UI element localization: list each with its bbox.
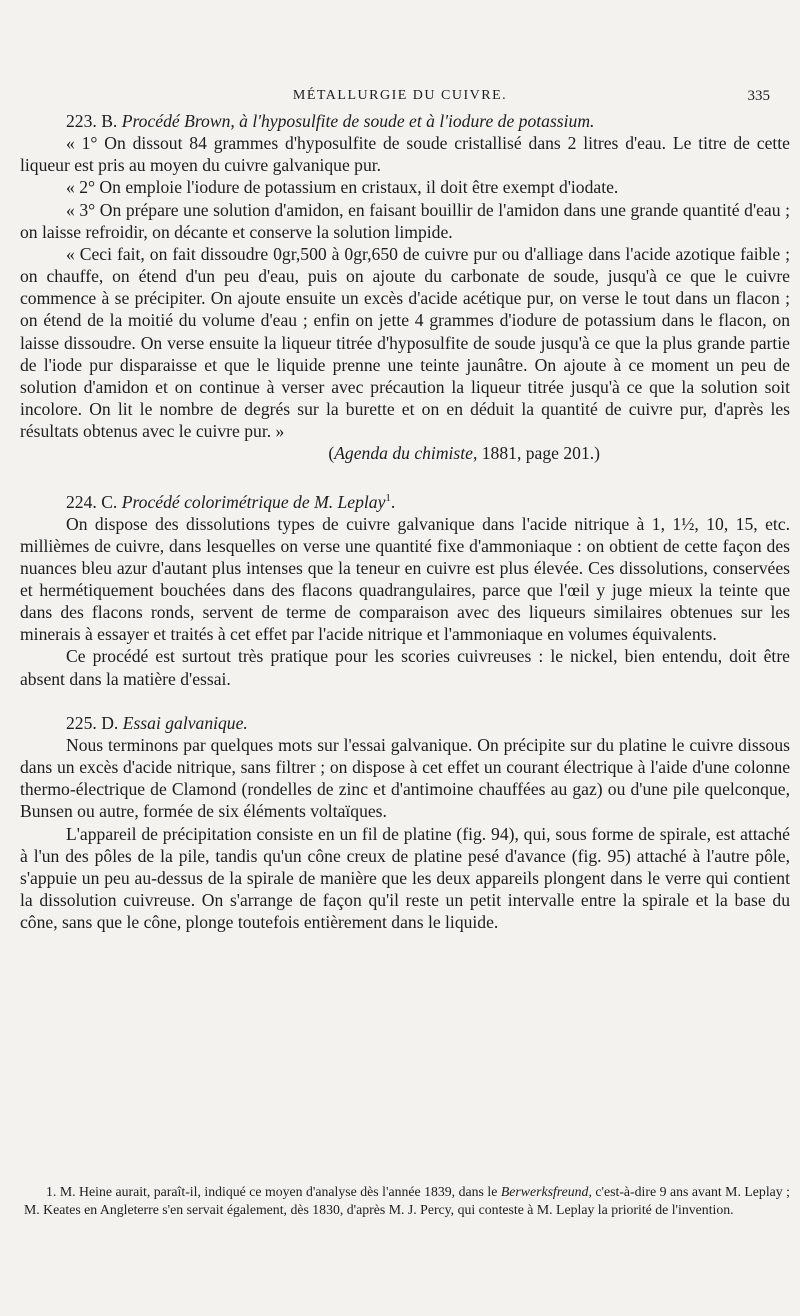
- section-223-number: 223. B.: [66, 111, 118, 131]
- footnote-1-journal: Berwerksfreund: [500, 1184, 589, 1199]
- section-223-paragraph-4: « Ceci fait, on fait dissoudre 0gr,500 à 0gr,650 de cuivre pur ou d'alliage dans l'acide azotique faible ; on chauffe, on étend d'un peu d'eau, puis on ajoute du carbonate de soude, jusqu'à ce que le cuivre commence à se précipiter. On ajoute ensuite un excès d'acide acétique pur, on verse le tout dans un flacon ; on étend de la moitié du volume d'eau ; enfin on jette 4 grammes d'iodure de potassium dans le flacon, on laisse dissoudre. On verse ensuite la liqueur titrée d'hyposulfite de soude jusqu'à ce que la plus grande partie de l'iode pur disparaisse et que le liquide prenne une teinte jaunâtre. On ajoute à ce moment un peu de solution d'amidon et on continue à verser avec précaution la liqueur titrée jusqu'à ce que la solution soit incolore. On lit le nombre de degrés sur la burette et on en déduit la quantité de cuivre pur, d'après les résultats obtenus avec le cuivre pur. »: [20, 243, 790, 442]
- section-224-title: Procédé colorimétrique de M. Leplay: [121, 491, 386, 512]
- section-224-paragraph-1: On dispose des dissolutions types de cuivre galvanique dans l'acide nitrique à 1, 1½, 10, 15, etc. millièmes de cuivre, dans lesquelles on verse une quantité fixe d'ammoniaque : on obtient de cette façon des nuances bleu azur d'autant plus intenses que la teneur en cuivre est plus élevée. Ces dissolutions, conservées et hermétiquement bouchées dans des flacons quadrangulaires, parce que l'œil y juge mieux la teinte que dans des flacons ronds, servent de terme de comparaison avec des liqueurs similaires obtenues sur les minerais à essayer et traités à cet effet par l'acide nitrique et l'ammoniaque en volumes équivalents.: [20, 513, 790, 645]
- section-225-number: 225. D.: [66, 712, 119, 733]
- page-number: 335: [747, 88, 770, 104]
- section-223-paragraph-3: « 3° On prépare une solution d'amidon, en faisant bouillir de l'amidon dans une grande quantité d'eau ; on laisse refroidir, on décante et conserve la solution limpide.: [20, 199, 790, 242]
- section-224-heading: 224. C. Procédé colorimétrique de M. Leplay$^1$.: [66, 491, 396, 512]
- section-224-paragraph-2: Ce procédé est surtout très pratique pour les scories cuivreuses : le nickel, bien entendu, doit être absent dans la matière d'essai.: [20, 646, 790, 689]
- section-223-paragraph-2: « 2° On emploie l'iodure de potassium en cristaux, il doit être exempt d'iodate.: [66, 177, 619, 198]
- section-gap: [20, 465, 790, 487]
- section-225-heading: [20, 712, 790, 734]
- page-header: [0, 86, 800, 110]
- footnote-1-end: , c'est-à-dire 9 ans avant M. Leplay ; M. Keates en Angleterre s'en servait également, dès 1830, d'après M. J. Percy, qui conteste à M. Leplay la priorité de l'invention.: [24, 1184, 790, 1217]
- section-225-title: Essai galvanique.: [122, 712, 248, 733]
- section-223-title: Procédé Brown, à l'hyposulfite de soude et à l'iodure de potassium.: [121, 111, 595, 131]
- section-223-paragraph-1: « 1° On dissout 84 grammes d'hyposulfite de soude cristallisé dans 2 litres d'eau. Le titre de cette liqueur est pris au moyen du cuivre galvanique pur.: [20, 133, 790, 176]
- section-223-citation: [20, 442, 790, 464]
- citation-details: , 1881, page 201.): [472, 443, 600, 464]
- footnote-1: [24, 1183, 790, 1218]
- footnotes: [24, 1183, 790, 1218]
- citation-title: Agenda du chimiste: [334, 443, 473, 464]
- section-225-paragraph-1: Nous terminons par quelques mots sur l'essai galvanique. On précipite sur du platine le cuivre dissous dans un excès d'acide nitrique, sans filtrer ; on dispose à cet effet un courant électrique à l'aide d'une colonne thermo-électrique de Clamond (rondelles de zinc et d'antimoine chauffées au gaz) ou d'une pile quelconque, Bunsen ou autre, formée de six éléments voltaïques.: [20, 734, 790, 822]
- section-225-paragraph-2: L'appareil de précipitation consiste en un fil de platine (fig. 94), qui, sous forme de spirale, est attaché à l'un des pôles de la pile, tandis qu'un cône creux de platine pesé d'avance (fig. 95) attaché à l'autre pôle, s'appuie un peu au-dessus de la spirale de manière que les deux appareils plongent dans le verre qui contient la dissolution cuivreuse. On s'arrange de façon qu'il reste un petit intervalle entre la spirale et la base du cône, sans que le cône, plonge toutefois entièrement dans le liquide.: [20, 823, 790, 933]
- running-title: MÉTALLURGIE DU CUIVRE.: [292, 88, 508, 103]
- footnote-1-start: 1. M. Heine aurait, paraît-il, indiqué ce moyen d'analyse dès l'année 1839, dans le: [46, 1184, 501, 1199]
- body-text: [20, 110, 790, 933]
- footnote-marker: 1: [385, 491, 391, 504]
- section-223-heading: [20, 110, 790, 132]
- section-gap: [20, 690, 790, 712]
- citation-open: (: [328, 443, 335, 464]
- section-224-number: 224. C.: [66, 491, 118, 512]
